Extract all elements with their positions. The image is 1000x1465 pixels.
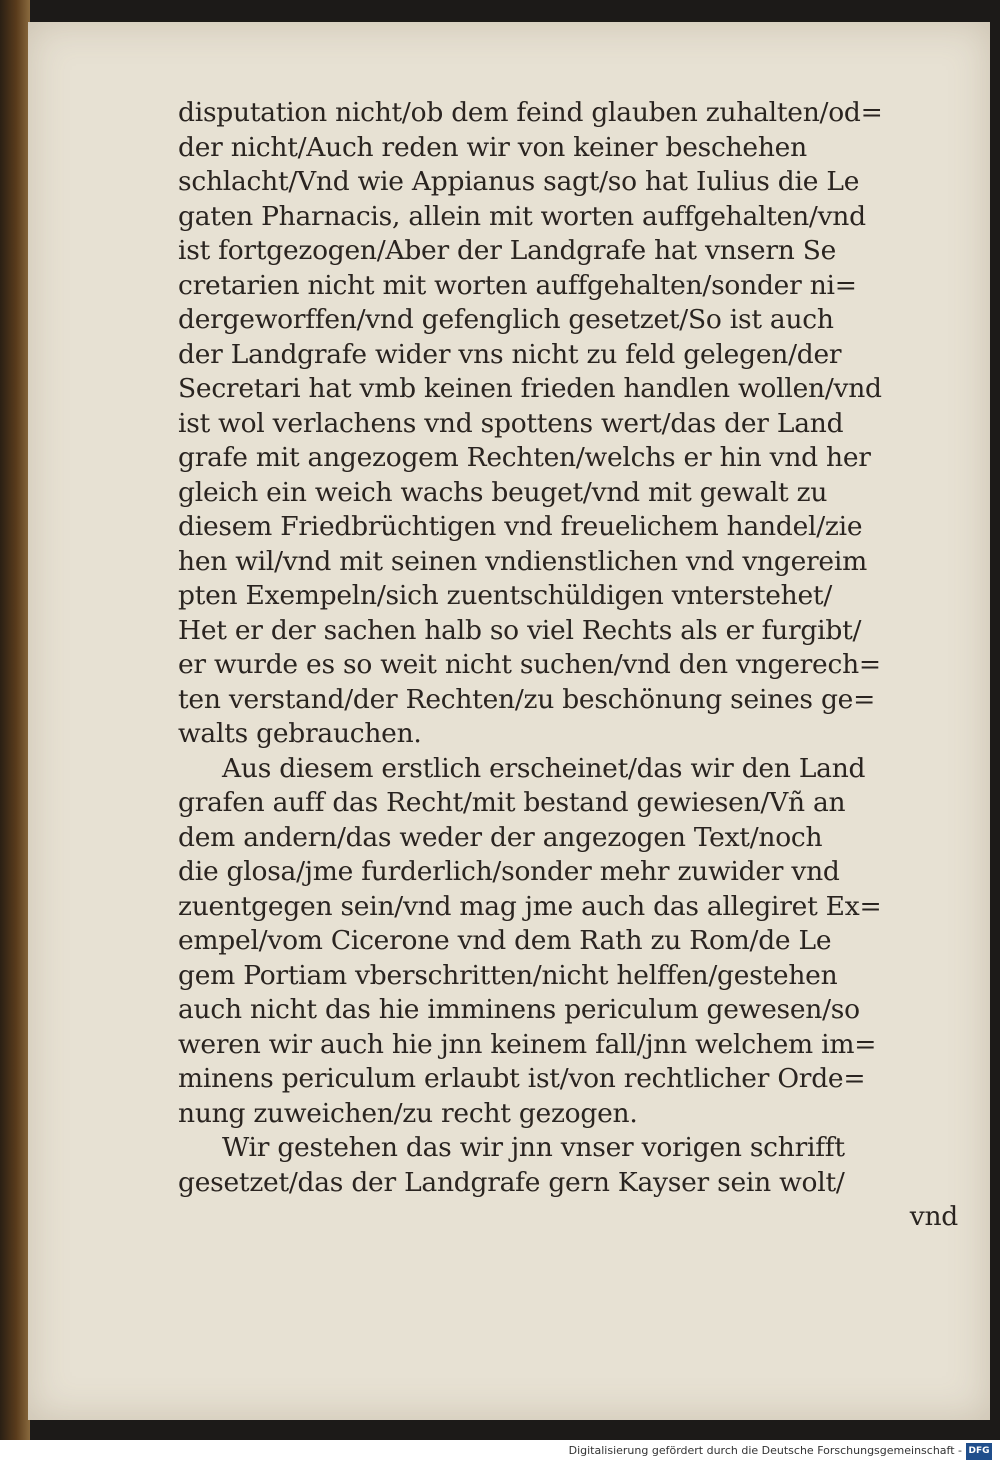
text-line: hen wil/vnd mit seinen vndienstlichen vnd vngereim	[178, 545, 867, 577]
catchword: vnd	[909, 1201, 958, 1232]
text-line: gem Portiam vberschritten/nicht helffen/gestehen	[178, 959, 838, 991]
text-line: walts gebrauchen.	[178, 718, 422, 749]
text-line: dergeworffen/vnd gefenglich gesetzet/So ist auch	[178, 304, 834, 335]
text-line: disputation nicht/ob dem feind glauben zuhalten/od=	[178, 97, 883, 128]
book-edge	[0, 0, 30, 1440]
paragraph-start-line: Aus diesem erstlich erscheinet/das wir den Land	[222, 752, 866, 784]
text-line: gaten Pharnacis, allein mit worten auffgehalten/vnd	[178, 200, 866, 232]
book-page	[28, 22, 990, 1420]
text-line: ten verstand/der Rechten/zu beschönung seines ge=	[178, 683, 876, 715]
text-line: nung zuweichen/zu recht gezogen.	[178, 1097, 638, 1129]
text-line: der nicht/Auch reden wir von keiner beschehen	[178, 131, 807, 163]
text-line: Secretari hat vmb keinen frieden handlen wollen/vnd	[178, 373, 882, 404]
page-text	[178, 96, 958, 1235]
text-line: empel/vom Cicerone vnd dem Rath zu Rom/de Le	[178, 925, 832, 956]
text-line: pten Exempeln/sich zuentschüldigen vnterstehet/	[178, 580, 833, 611]
text-line: zuentgegen sein/vnd mag jme auch das allegiret Ex=	[178, 890, 882, 922]
text-line: auch nicht das hie imminens periculum gewesen/so	[178, 994, 860, 1025]
text-line: er wurde es so weit nicht suchen/vnd den vngerech=	[178, 649, 881, 680]
text-line: die glosa/jme furderlich/sonder mehr zuwider vnd	[178, 856, 840, 887]
text-line: der Landgrafe wider vns nicht zu feld gelegen/der	[178, 338, 842, 370]
text-line: dem andern/das weder der angezogen Text/noch	[178, 821, 823, 853]
text-line: minens periculum erlaubt ist/von rechtlicher Orde=	[178, 1063, 866, 1094]
text-line: grafen auff das Recht/mit bestand gewiesen/Vñ an	[178, 787, 846, 818]
text-line: weren wir auch hie jnn keinem fall/jnn welchem im=	[178, 1028, 877, 1060]
text-line: Het er der sachen halb so viel Rechts als er furgibt/	[178, 614, 862, 646]
text-line: gleich ein weich wachs beuget/vnd mit gewalt zu	[178, 476, 828, 508]
text-line: schlacht/Vnd wie Appianus sagt/so hat Iulius die Le	[178, 166, 860, 197]
text-line: ist fortgezogen/Aber der Landgrafe hat vnsern Se	[178, 235, 837, 266]
text-line: ist wol verlachens vnd spottens wert/das der Land	[178, 407, 844, 439]
funding-credit: Digitalisierung gefördert durch die Deutsche Forschungsgemeinschaft -	[568, 1444, 962, 1457]
text-line: gesetzet/das der Landgrafe gern Kayser sein wolt/	[178, 1166, 845, 1198]
paragraph-start-line: Wir gestehen das wir jnn vnser vorigen schrifft	[222, 1132, 845, 1163]
text-line: cretarien nicht mit worten auffgehalten/sonder ni=	[178, 269, 857, 301]
dfg-logo-icon: DFG	[966, 1443, 992, 1460]
text-line: diesem Friedbrüchtigen vnd freuelichem handel/zie	[178, 511, 863, 542]
text-line: grafe mit angezogem Rechten/welchs er hin vnd her	[178, 442, 871, 473]
